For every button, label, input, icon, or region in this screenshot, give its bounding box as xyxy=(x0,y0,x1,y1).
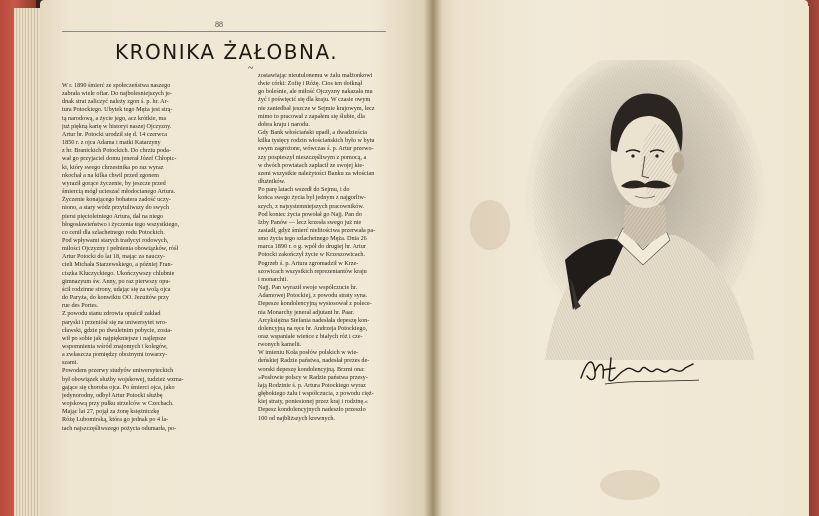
text-line: zasiadł, gdyż śmierć nielitościwa przerwała pa- xyxy=(258,226,376,234)
text-line: deńskiej Radzie państwa, nadesłał prezes de- xyxy=(258,357,370,365)
text-line: dwie córki: Zofię i Różę. Cios ten dotknął xyxy=(258,80,363,88)
text-line: żyć i poświęcić się dla kraju. W czasie owym xyxy=(258,96,371,104)
text-line: tura Potockiego. Ubytek tego Męża jest strą- xyxy=(62,106,173,114)
text-line: cieli Michała Starzewskiego, a później Fran- xyxy=(62,261,173,269)
text-line: Życzenie konającego bohatera zadość uczy- xyxy=(62,196,171,204)
text-line: szeni wszystkie należytości Banku za włościan xyxy=(258,169,375,177)
text-line: Pod koniec życia powołał go Najj. Pan do xyxy=(258,210,362,218)
book-gutter xyxy=(424,0,442,516)
text-line: Najj. Pan wyraził swoje współczucie hr. xyxy=(258,284,358,292)
text-line: Z powodu stanu zdrowia opuścił zakład xyxy=(62,310,161,318)
text-column-right xyxy=(258,72,416,442)
text-line: zabrała wiele ofiar. Do najbolesniejszych je- xyxy=(62,90,172,98)
text-line: gimnazyum św. Anny, po raz pierwszy opu- xyxy=(62,277,171,285)
paper-stain xyxy=(470,200,510,250)
text-line: W r. 1890 śmierć ze społeczeństwa naszego xyxy=(62,82,171,89)
text-line: nkochał a na kilka chwil przed zgonem xyxy=(62,171,159,179)
text-line: Gdy Bank włościański upadł, a dwadzieścia xyxy=(258,129,367,137)
text-line: zostawiając nieutulonemu w żalu małżonkowi xyxy=(258,72,373,79)
text-line: mimo to pracował z zapałem się ślubie, dla xyxy=(258,112,365,120)
text-line: wał go przyjaciel domu jenerał Józef Chłopic- xyxy=(62,155,177,163)
text-line: rwonych kamelii. xyxy=(258,341,302,349)
text-line: Potocki zakończył życie w Krzeszowicach. xyxy=(258,251,366,259)
text-line: dłużników. xyxy=(258,178,286,186)
text-line: cławski, gdzie po dwuletnim pobycie, zosta- xyxy=(62,326,173,334)
portrait-engraving xyxy=(525,60,765,360)
text-line: go boleśnie, ale miłość Ojczyzny nakazała mu xyxy=(258,88,373,96)
text-line: Izby Panów — lecz krzesła swego już nie xyxy=(258,218,362,226)
text-line: piersi pięcioletniego Artura, dał na niego xyxy=(62,212,164,220)
text-line: śmiercią mógł ucieszać młodocianego Artura. xyxy=(62,188,176,196)
text-line: szowicach wszystkich reprezentantów kraju xyxy=(258,267,367,275)
text-line: co cenił dla szlachetnego rodu Potockich. xyxy=(62,228,165,236)
text-line: Powodem przerwy studyów uniwersyteckich xyxy=(62,367,174,375)
text-line: ki, który swego chrzestnika po raz wyraz xyxy=(62,163,164,171)
text-line: szami. xyxy=(62,359,78,367)
text-line: oraz wspaniałe wieńce z białych róż i cze- xyxy=(258,333,363,340)
text-line: do Paryża, do konwiktu OO. Jezuitów przy xyxy=(62,294,169,302)
text-line: głębokiego żalu i współczucia, z powodu cięż- xyxy=(258,390,374,398)
header-rule xyxy=(62,31,386,32)
text-line: wojskową przy pułku strzelców w Czechach. xyxy=(62,400,174,408)
text-line: marca 1890 r. o g. wpół do drugiej hr. Artur xyxy=(258,243,366,251)
text-line: worski depeszę kondolencyjną. Brzmi ona: xyxy=(258,365,365,373)
text-line: tą narodową, a życie jego, acz krótkie, ma xyxy=(62,114,167,122)
text-line: Mając lat 27, pojął za żonę księżniczkę xyxy=(62,408,160,416)
text-line: Artur Potocki do lat 18, mając za nauczy- xyxy=(62,253,166,261)
text-line: kiej straty, poniesionej przez kraj i rodzinę.« xyxy=(258,398,368,406)
page-title: KRONIKA ŻAŁOBNA. xyxy=(115,40,339,64)
text-line: kilka tysięcy rodzin włościańskich było w bytu xyxy=(258,137,375,145)
text-line: wił po sobie jak najpiękniejsze i najlepsze xyxy=(62,334,167,342)
text-line: 1850 r. z ojca Adama i matki Katarzyny xyxy=(62,139,161,147)
text-line: z hr. Branickich Potockich. Do chrztu poda- xyxy=(62,147,171,155)
text-line: paryski i przeniósł się na uniwersytet wro- xyxy=(62,318,168,326)
text-line: swym zagrożone, wówczas ś. p. Artur przewo- xyxy=(258,145,374,153)
text-line: jedynorodny, odbył Artur Potocki służbę xyxy=(62,391,163,399)
text-line: Depesz kondolencyjnych nadeszło przeszło xyxy=(258,406,366,414)
text-line: dobra kraju i narodu. xyxy=(258,120,310,128)
text-line: łają Rodzinie ś. p. Artura Potockiego wyraz xyxy=(258,381,366,389)
title-ornament: ~ xyxy=(248,63,254,74)
paper-stain xyxy=(600,470,660,500)
text-line: Artur hr. Potocki urodził się d. 14 czerwca xyxy=(62,130,167,138)
text-line: wspomnienia wśród znajomych i kolegów, xyxy=(62,343,168,350)
text-line: w dwóch powiatach zapłacił ze swojej kie- xyxy=(258,161,365,169)
text-line: smo życia tego szlachetnego Męża. Dnia 26 xyxy=(258,235,367,243)
page-number: 88 xyxy=(215,20,223,29)
text-line: niono, a stary wódz przytuliwszy do swych xyxy=(62,204,170,212)
text-line: wyraził gorące życzenie, by jeszcze przed xyxy=(62,179,166,187)
text-line: rue des Portes. xyxy=(62,302,99,310)
text-line: Pod wpływami starych tradycyi rodowych, xyxy=(62,236,169,244)
text-line: W imieniu Koła posłów polskich w wie- xyxy=(258,349,359,357)
text-line: Depesze kondolencyjną wystosował z polece- xyxy=(258,300,372,308)
text-line: gające się choroba ojca. Po śmierci ojca, jako xyxy=(62,383,175,391)
text-line: miłości Ojczyzny i pełnienia obowiązków, róśł xyxy=(62,245,179,253)
text-line: dolencyjną na ręce hr. Andrzeja Potockiego, xyxy=(258,324,368,332)
text-line: i monarchii. xyxy=(258,275,288,283)
text-line: był obowiązek służby wojskowej, tudzież wzma- xyxy=(62,375,184,383)
text-line: a zwłaszcza pomiędzy obożnymi towarzy- xyxy=(62,351,168,359)
signature xyxy=(575,350,705,390)
text-line: już piękną kartę w historyi naszej Ojczyzny. xyxy=(62,122,172,130)
text-line: tach najszczęśliwszego pożycia odumarła, po- xyxy=(62,424,177,432)
text-line: zzy pospieszył nieszczęśliwym z pomocą, a xyxy=(258,153,367,161)
text-line: ścił rodzinne strony, udając się za wolą ojca xyxy=(62,285,171,293)
text-line: szych, z najsystemniejszych pracowników. xyxy=(258,202,364,210)
text-line: »Posłowie polscy w Radzie państwa przesy- xyxy=(258,373,368,381)
text-line: Po parę latach wszedł do Sejmu, i do xyxy=(258,186,350,194)
text-line: Adamowej Potockiej, z powodu straty syna. xyxy=(258,292,368,300)
text-line: 100 od najbliższych krewnych. xyxy=(258,414,335,422)
text-line: Pogrzeb ś. p. Artura zgromadził w Krze- xyxy=(258,259,359,267)
text-line: nia Monarchy jenerał adjutant hr. Paar. xyxy=(258,308,355,316)
text-column-left xyxy=(62,82,222,516)
text-line: końca swego życia był jednym z najgorliw- xyxy=(258,194,366,202)
text-line: błogosławieństwo i życzenia tego wszystkiego, xyxy=(62,220,180,228)
text-line: Różę Lubomirską, która go jednak po 4 la- xyxy=(62,416,169,424)
text-line: Arcyksiężna Stefania nadesłała depeszę kon- xyxy=(258,316,370,324)
text-line: ciszka Kluczyckiego. Ukończywszy chlubnie xyxy=(62,269,175,277)
text-line: dnak strat zaliczyć należy zgon ś. p. hr. Ar- xyxy=(62,98,169,106)
text-line: nie zaniedbał jeszcze w Sejmie krajowym, lecz xyxy=(258,104,375,112)
